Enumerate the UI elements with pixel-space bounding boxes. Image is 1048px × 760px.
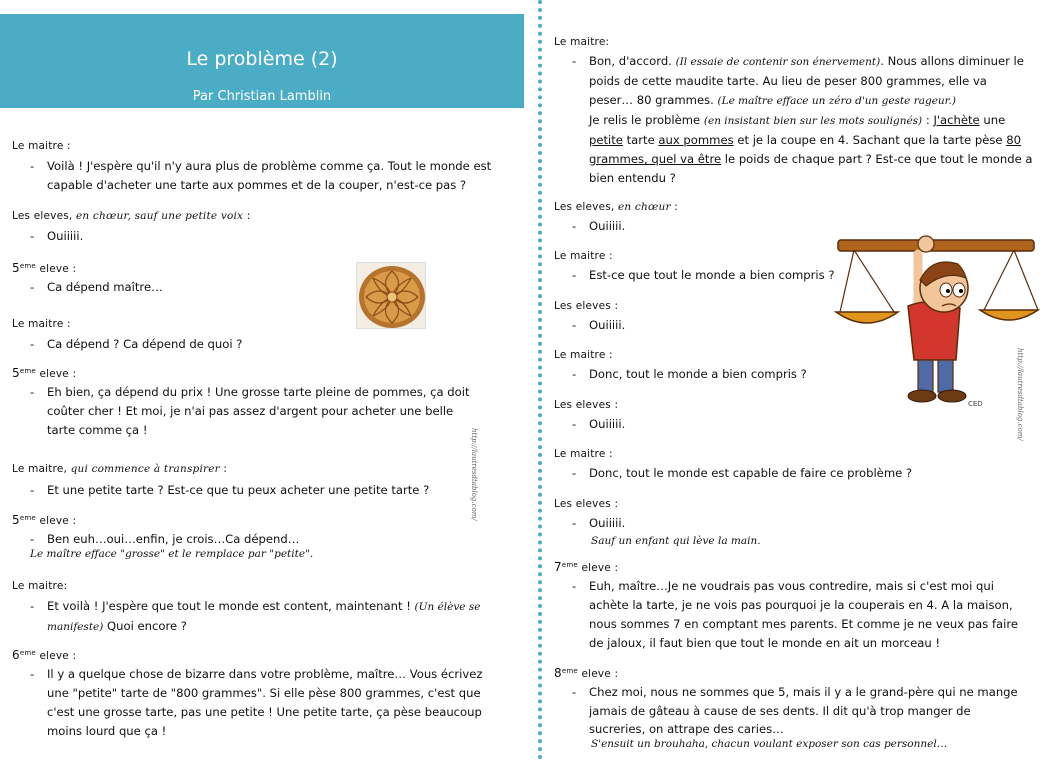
dialogue-line: manifeste) Quoi encore ?: [47, 619, 187, 633]
dialogue-line: - Donc, tout le monde a bien compris ?: [572, 367, 807, 381]
block-eleve8: [554, 666, 1018, 751]
dialogue-line: - Ouiiiii.: [572, 318, 626, 332]
dialogue-line: Je relis le problème (en insistant bien sur les mots soulignés) : J'achète une: [589, 113, 1006, 127]
column-separator: [538, 0, 542, 760]
block-maitre-4: [12, 580, 480, 637]
dialogue-line: achète la tarte, je ne vois pas pourquoi je la couperais en 4. A la maison,: [589, 598, 1013, 612]
block-eleves-4: [554, 399, 625, 434]
dialogue-line: - Et une petite tarte ? Est-ce que tu peux acheter une petite tarte ?: [30, 483, 430, 497]
speaker-label: Les eleves, en chœur, sauf une petite voix :: [12, 210, 251, 222]
speaker-label: 5eme eleve :: [12, 366, 77, 380]
dialogue-line: une "petite" tarte de "800 grammes". Si elle pèse 800 grammes, c'est que: [47, 686, 481, 700]
balance-boy-illustration: [834, 230, 1040, 410]
speaker-label: Le maitre :: [554, 250, 613, 262]
block-maitre-3: [12, 463, 429, 500]
page-author: Par Christian Lamblin: [192, 89, 332, 104]
block-maitre-6: [554, 250, 835, 285]
dialogue-line: peser… 80 grammes. (Le maître efface un zéro d'un geste rageur.): [589, 93, 956, 107]
dialogue-line: - Est-ce que tout le monde a bien compris ?: [572, 268, 835, 282]
block-maitre-2: [12, 318, 242, 354]
speaker-label: Le maitre :: [554, 349, 613, 361]
dialogue-line: - Eh bien, ça dépend du prix ! Une grosse tarte pleine de pommes, ça doit: [30, 385, 470, 399]
dialogue-line: de jaloux, il faut bien que tout le monde en ait un morceau !: [589, 636, 941, 650]
title-banner: [0, 14, 524, 108]
speaker-label: Le maitre, qui commence à transpirer :: [12, 463, 228, 475]
block-eleves-3: [554, 300, 625, 335]
dialogue-line: - Ouiiiii.: [572, 417, 626, 431]
dialogue-line: - Euh, maître…Je ne voudrais pas vous contredire, mais si c'est moi qui: [572, 579, 994, 593]
dialogue-line: - Donc, tout le monde est capable de faire ce problème ?: [572, 466, 913, 480]
dialogue-line: poids de cette maudite tarte. Au lieu de peser 800 grammes, elle va: [589, 74, 987, 88]
dialogue-line: - Il y a quelque chose de bizarre dans votre problème, maître… Vous écrivez: [30, 667, 483, 681]
dialogue-line: jamais de gâteau à cause de ses dents. Il dit qu'à trop manger de: [589, 704, 971, 718]
dialogue-line: grammes, quel va être le poids de chaque part ? Est-ce que tout le monde a: [589, 152, 1033, 166]
dialogue-line: - Ouiiiii.: [572, 516, 626, 530]
watermark-text: http://lautresdtablog.com/: [470, 428, 478, 521]
speaker-label: 5eme eleve :: [12, 513, 77, 527]
block-maitre-5: [554, 36, 1033, 188]
stage-direction: S'ensuit un brouhaha, chacun voulant exposer son cas personnel…: [591, 738, 948, 750]
dialogue-line: bien entendu ?: [589, 171, 676, 185]
dialogue-line: moins lourd que ça !: [47, 724, 167, 738]
dialogue-line: - Voilà ! J'espère qu'il n'y aura plus de problème comme ça. Tout le monde est: [30, 159, 492, 173]
watermark-text: http://lautresdtablog.com/: [1016, 348, 1024, 441]
block-maitre-1: [12, 140, 491, 195]
block-eleve7: [554, 560, 1018, 653]
dialogue-line: - Ca dépend maître…: [30, 280, 163, 294]
tarte-aux-pommes-image: [356, 262, 426, 329]
speaker-label: Les eleves, en chœur :: [554, 201, 679, 213]
block-maitre-7: [554, 349, 807, 384]
speaker-label: 7eme eleve :: [554, 560, 619, 574]
dialogue-line: tarte comme ça !: [47, 423, 148, 437]
stage-direction: Sauf un enfant qui lève la main.: [591, 535, 761, 547]
stage-direction: Le maître efface "grosse" et le remplace par "petite".: [30, 548, 314, 560]
speaker-label: 8eme eleve :: [554, 666, 619, 680]
dialogue-line: - Bon, d'accord. (Il essaie de contenir son énervement). Nous allons diminuer le: [572, 54, 1024, 68]
dialogue-line: - Chez moi, nous ne sommes que 5, mais il y a le grand-père qui ne mange: [572, 685, 1018, 699]
block-eleve6: [12, 648, 482, 741]
illustrator-signature: CED: [968, 400, 983, 408]
block-eleves-1: [12, 210, 250, 246]
block-eleves-5: [554, 498, 761, 549]
speaker-label: Les eleves :: [554, 498, 619, 510]
speaker-label: Le maitre :: [12, 318, 71, 330]
dialogue-line: - Ben euh…oui…enfin, je crois…Ca dépend…: [30, 532, 300, 546]
dialogue-line: - Ca dépend ? Ca dépend de quoi ?: [30, 337, 243, 351]
dialogue-line: - Ouiiiii.: [30, 229, 84, 243]
dialogue-line: capable d'acheter une tarte aux pommes et de la couper, n'est-ce pas ?: [47, 178, 467, 192]
block-eleves-2: [554, 201, 678, 236]
block-maitre-8: [554, 448, 912, 483]
dialogue-line: nous sommes 7 en comptant mes parents. Et comme je ne veux pas faire: [589, 617, 1019, 631]
dialogue-line: coûter cher ! Et moi, je n'ai pas assez d'argent pour acheter une belle: [47, 404, 454, 418]
speaker-label: Le maitre:: [12, 580, 68, 592]
speaker-label: Le maitre :: [12, 140, 71, 152]
dialogue-line: sucreries, on attrape des caries…: [589, 722, 784, 736]
dialogue-line: c'est une grosse tarte, pas une petite ! Une petite tarte, ça pèse beaucoup: [47, 705, 482, 719]
block-eleve5-1: [12, 261, 163, 297]
speaker-label: 6eme eleve :: [12, 648, 77, 662]
dialogue-line: petite tarte aux pommes et je la coupe en 4. Sachant que la tarte pèse 80: [589, 133, 1021, 147]
speaker-label: Les eleves :: [554, 300, 619, 312]
dialogue-line: - Et voilà ! J'espère que tout le monde est content, maintenant ! (Un élève se: [30, 599, 481, 613]
block-eleve5-2: [12, 366, 470, 440]
block-eleve5-3: [12, 513, 313, 562]
speaker-label: Les eleves :: [554, 399, 619, 411]
speaker-label: 5eme eleve :: [12, 261, 77, 275]
page-title: Le problème (2): [186, 48, 338, 70]
speaker-label: Le maitre :: [554, 448, 613, 460]
speaker-label: Le maitre:: [554, 36, 610, 48]
dialogue-line: - Ouiiiii.: [572, 219, 626, 233]
